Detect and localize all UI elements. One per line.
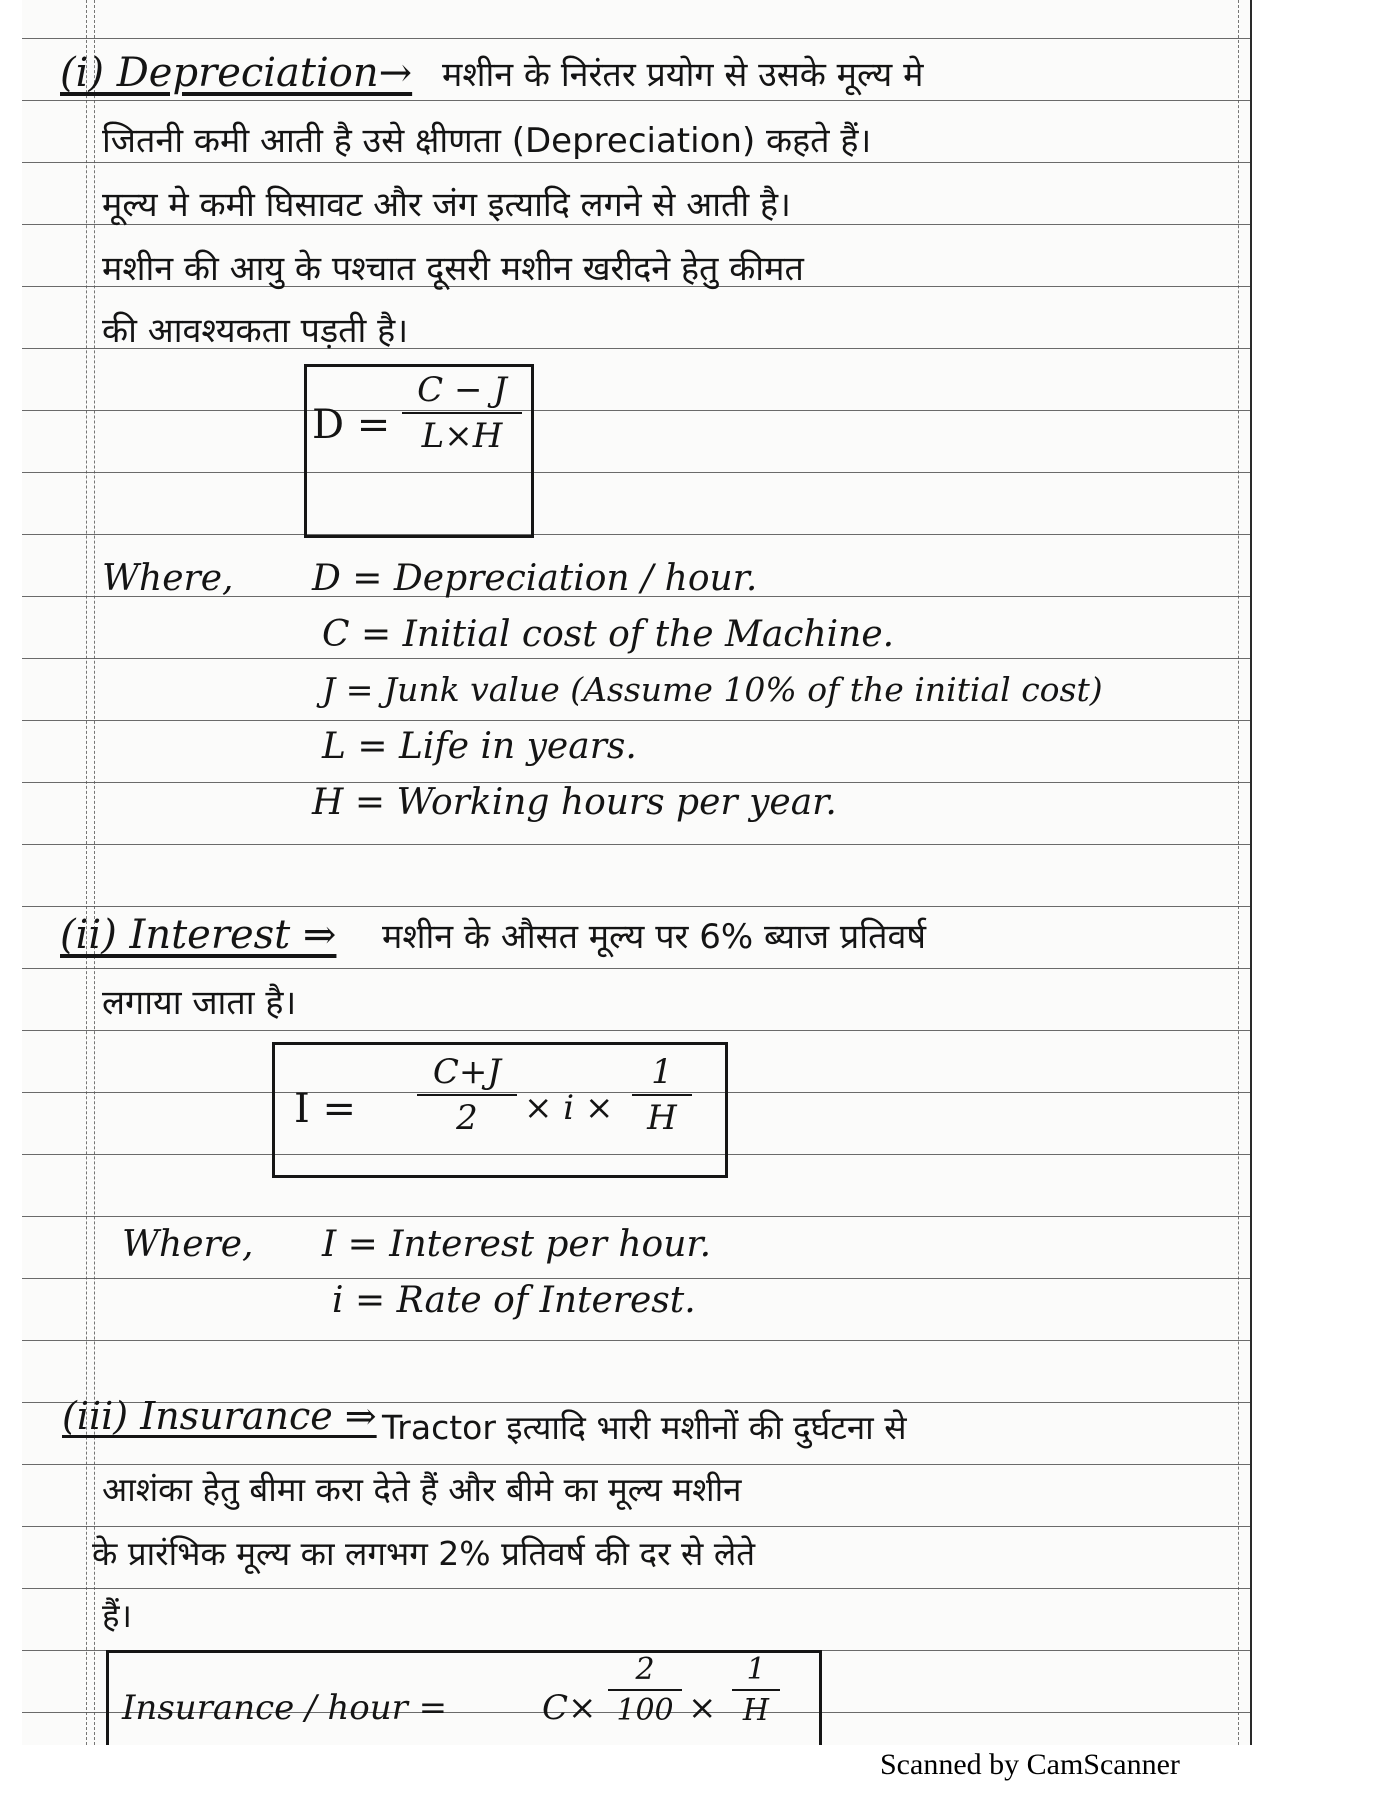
margin-line-left-2 xyxy=(94,0,95,1745)
ruled-line xyxy=(22,906,1250,907)
definition-line: H = Working hours per year. xyxy=(312,782,837,823)
insurance-heading: (iii) Insurance ⇒ xyxy=(62,1394,377,1438)
insurance-formula-numerator: 2 xyxy=(635,1652,655,1687)
fraction-bar xyxy=(417,1094,517,1096)
definition-line: D = Depreciation / hour. xyxy=(312,558,758,599)
ruled-line xyxy=(22,1340,1250,1341)
insurance-text-line: हैं। xyxy=(102,1596,133,1635)
notebook-paper xyxy=(22,0,1252,1745)
interest-text-line: मशीन के औसत मूल्य पर 6% ब्याज प्रतिवर्ष xyxy=(382,917,927,957)
definition-line: I = Interest per hour. xyxy=(322,1224,712,1265)
ruled-line xyxy=(22,1216,1250,1217)
ruled-line xyxy=(22,534,1250,535)
ruled-line xyxy=(22,1526,1250,1527)
depreciation-text-line: की आवश्यकता पड़ती है। xyxy=(102,311,409,351)
interest-formula-fraction-1 xyxy=(417,1052,517,1138)
depreciation-formula-lhs: D = xyxy=(312,402,391,448)
interest-text-line: लगाया जाता है। xyxy=(102,983,297,1023)
depreciation-text-line: मशीन की आयु के पश्चात दूसरी मशीन खरीदने हेतु कीमत xyxy=(102,249,804,289)
interest-formula-numerator: C+J xyxy=(432,1052,502,1092)
insurance-formula-denominator: 100 xyxy=(616,1693,674,1728)
insurance-formula-lhs: Insurance / hour = xyxy=(122,1688,448,1728)
interest-formula-numerator-2: 1 xyxy=(651,1052,673,1092)
insurance-formula-mid: × xyxy=(688,1688,717,1728)
depreciation-where-label: Where, xyxy=(102,558,234,599)
depreciation-text-line: जितनी कमी आती है उसे क्षीणता (Depreciation) कहते हैं। xyxy=(102,121,872,161)
margin-line-left xyxy=(86,0,87,1745)
depreciation-formula-fraction xyxy=(402,370,522,456)
ruled-line xyxy=(22,410,1250,411)
insurance-formula-fraction-2 xyxy=(732,1652,780,1728)
ruled-line xyxy=(22,1464,1250,1465)
ruled-line xyxy=(22,968,1250,969)
interest-formula-mid: × i × xyxy=(524,1088,614,1128)
ruled-line xyxy=(22,720,1250,721)
ruled-line xyxy=(22,100,1250,101)
interest-heading: (ii) Interest ⇒ xyxy=(60,912,337,958)
depreciation-formula-denominator: L×H xyxy=(421,416,503,456)
definition-line: L = Life in years. xyxy=(322,726,637,767)
fraction-bar xyxy=(732,1689,780,1691)
ruled-line xyxy=(22,1588,1250,1589)
interest-formula-fraction-2 xyxy=(632,1052,692,1138)
margin-line-right xyxy=(1238,0,1239,1745)
insurance-formula-fraction-1 xyxy=(608,1652,682,1728)
ruled-line xyxy=(22,1278,1250,1279)
depreciation-text-line: मशीन के निरंतर प्रयोग से उसके मूल्य मे xyxy=(442,55,924,95)
ruled-line xyxy=(22,844,1250,845)
insurance-formula-numerator-2: 1 xyxy=(746,1652,766,1687)
ruled-line xyxy=(22,38,1250,39)
ruled-line xyxy=(22,1030,1250,1031)
depreciation-formula-numerator: C − J xyxy=(417,370,507,410)
definition-line: C = Initial cost of the Machine. xyxy=(322,614,895,655)
insurance-text-line: Tractor इत्यादि भारी मशीनों की दुर्घटना से xyxy=(382,1408,907,1447)
interest-formula-denominator-2: H xyxy=(647,1098,677,1138)
depreciation-heading: (i) Depreciation→ xyxy=(60,50,413,96)
interest-formula-denominator: 2 xyxy=(456,1098,478,1138)
insurance-formula-denominator-2: H xyxy=(742,1693,770,1728)
interest-formula-lhs: I = xyxy=(294,1086,357,1132)
definition-line: J = Junk value (Assume 10% of the initial cost) xyxy=(322,670,1103,709)
ruled-line xyxy=(22,162,1250,163)
fraction-bar xyxy=(632,1094,692,1096)
scanner-watermark: Scanned by CamScanner xyxy=(880,1748,1180,1781)
fraction-bar xyxy=(402,412,522,414)
depreciation-text-line: मूल्य मे कमी घिसावट और जंग इत्यादि लगने से आती है। xyxy=(102,185,791,225)
insurance-text-line: के प्रारंभिक मूल्य का लगभग 2% प्रतिवर्ष की दर से लेते xyxy=(92,1534,756,1573)
interest-where-label: Where, xyxy=(122,1224,254,1265)
ruled-line xyxy=(22,658,1250,659)
ruled-line xyxy=(22,472,1250,473)
insurance-formula-term: C× xyxy=(542,1688,597,1728)
definition-line: i = Rate of Interest. xyxy=(332,1280,696,1321)
insurance-text-line: आशंका हेतु बीमा करा देते हैं और बीमे का मूल्य मशीन xyxy=(102,1470,742,1509)
fraction-bar xyxy=(608,1689,682,1691)
